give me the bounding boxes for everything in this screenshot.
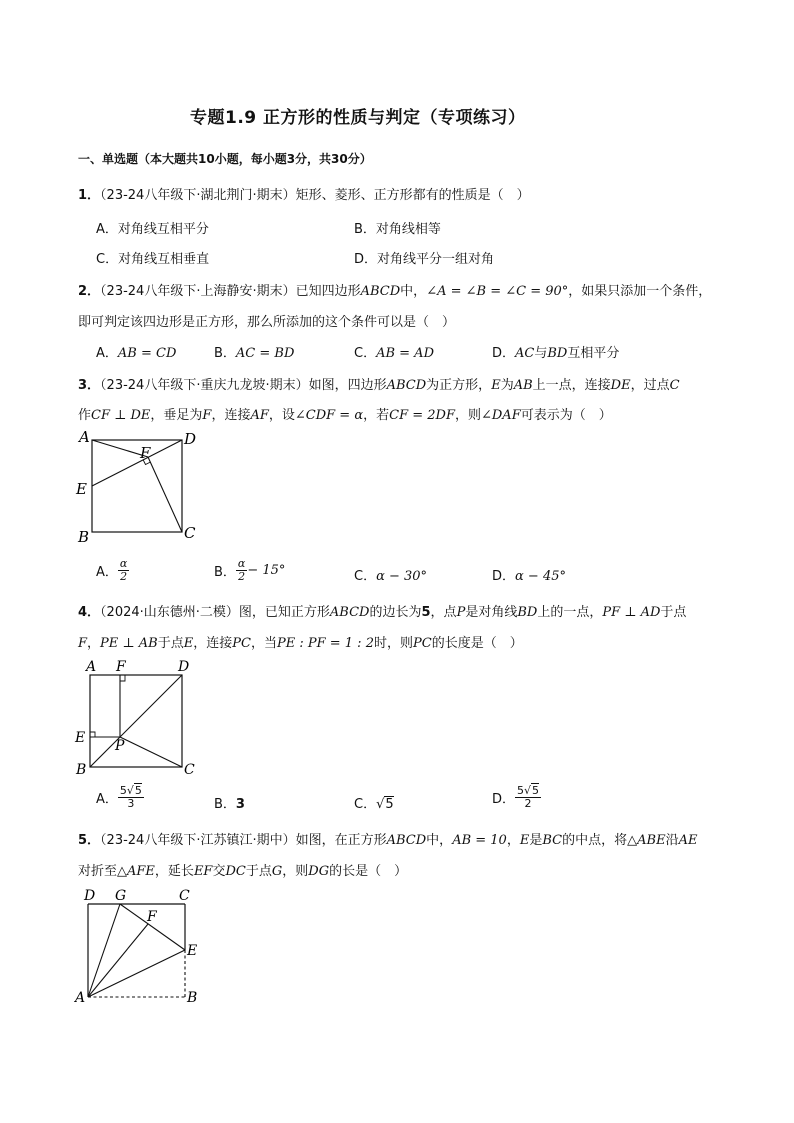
label-e: E <box>187 943 198 959</box>
section-header: 一、单选题（本大题共10小题，每小题3分，共30分） <box>78 152 372 166</box>
label-d: D <box>178 659 190 675</box>
text: 于点 <box>660 605 687 620</box>
text: ，连接 <box>193 636 233 651</box>
label-f: F <box>140 444 151 462</box>
math: AE <box>678 833 698 848</box>
question-3-stem-line-2 <box>78 404 612 423</box>
label-g: G <box>115 888 127 904</box>
q3-figure <box>74 428 204 550</box>
option-letter: C． <box>354 797 377 812</box>
text: 于点 <box>245 864 272 879</box>
text: ，点 <box>430 605 457 620</box>
label-e: E <box>75 730 86 746</box>
question-source: （23-24八年级下·湖北荆门·期末） <box>100 188 296 203</box>
text: ，则 <box>454 408 481 423</box>
math: AC <box>515 346 535 361</box>
label-b: B <box>187 990 198 1006</box>
math: AF <box>250 408 269 423</box>
math: △AFE <box>117 864 155 879</box>
math: ABCD <box>386 833 427 848</box>
label-c: C <box>179 888 190 904</box>
question-4-stem-line-1 <box>78 601 686 620</box>
math: F <box>202 408 212 423</box>
q2-option-b[interactable] <box>214 342 294 361</box>
q3-option-c[interactable] <box>354 565 427 584</box>
radicand: 5 <box>134 784 142 797</box>
q1-option-b[interactable]: B．对角线相等 <box>354 222 441 237</box>
text: 图，已知正方形 <box>238 605 330 620</box>
label-c: C <box>184 524 196 542</box>
text: 作 <box>78 408 92 423</box>
question-number: 5． <box>78 833 101 848</box>
segment-pc <box>120 737 182 767</box>
math: ABCD <box>360 284 401 299</box>
q1-option-d[interactable]: D．对角线平分一组对角 <box>354 252 495 267</box>
math: ∠A = ∠B = ∠C = 90° <box>426 284 569 299</box>
q3-option-b[interactable] <box>214 558 285 583</box>
text: 可表示为（ ） <box>520 408 612 423</box>
question-2-stem-line-2: 即可判定该四边形是正方形，那么所添加的这个条件可以是（ ） <box>78 315 456 330</box>
label-b: B <box>76 762 87 777</box>
question-number: 3． <box>78 378 101 393</box>
text: 是对角线 <box>465 605 518 620</box>
math: ABCD <box>329 605 370 620</box>
numerator: α <box>119 557 128 570</box>
option-letter: B． <box>214 797 236 812</box>
text: 的长度是（ ） <box>431 636 523 651</box>
text: ， <box>87 636 101 651</box>
math: E <box>491 378 501 393</box>
text: 的边长为 <box>369 605 422 620</box>
math: PE : PF = 1 : 2 <box>276 636 374 651</box>
math: α − 45° <box>515 569 566 584</box>
label-f: F <box>116 659 126 675</box>
text: 上的一点， <box>537 605 603 620</box>
denominator: 2 <box>524 797 532 810</box>
question-number: 2． <box>78 284 101 299</box>
text: ，延长 <box>154 864 194 879</box>
question-5-stem-line-2 <box>78 860 407 879</box>
fraction <box>118 785 144 810</box>
segment-af <box>88 924 148 997</box>
segment-ag <box>88 904 120 997</box>
radicand: 5 <box>385 797 394 812</box>
q2-option-a[interactable] <box>96 342 176 361</box>
text: ， <box>506 833 520 848</box>
label-a: A <box>79 428 90 446</box>
question-2-stem-line-1 <box>78 280 711 299</box>
value: 3 <box>235 797 245 812</box>
fraction <box>515 785 541 810</box>
option-letter: A． <box>96 346 118 361</box>
fraction <box>118 558 129 583</box>
question-number: 4． <box>78 605 101 620</box>
fraction <box>236 558 247 583</box>
text: 于点 <box>157 636 184 651</box>
math: PF ⊥ AD <box>602 605 661 620</box>
math: BC <box>542 833 563 848</box>
math: ∠DAF <box>480 408 521 423</box>
text: 对折至 <box>78 864 118 879</box>
q4-option-b[interactable] <box>214 793 245 812</box>
text: ，连接 <box>211 408 251 423</box>
math: P <box>456 605 466 620</box>
math: G <box>271 864 283 879</box>
label-c: C <box>184 762 195 777</box>
math: CF ⊥ DE <box>91 408 151 423</box>
label-p: P <box>115 738 125 754</box>
q2-option-d[interactable] <box>492 342 619 361</box>
option-letter: D． <box>492 792 516 807</box>
text: ，则 <box>282 864 309 879</box>
text: 如图，在正方形 <box>295 833 387 848</box>
math: AB = AD <box>376 346 434 361</box>
math: α − 30° <box>376 569 428 584</box>
label-a: A <box>86 659 97 675</box>
math: PC <box>232 636 251 651</box>
text: 时，则 <box>373 636 413 651</box>
math: AB <box>513 378 533 393</box>
math: − 15° <box>247 563 286 578</box>
page-title: 专题1.9 正方形的性质与判定（专项练习） <box>190 108 526 128</box>
numerator: 5√5 <box>517 784 540 797</box>
text: 上一点，连接 <box>532 378 611 393</box>
q1-option-c[interactable]: C．对角线互相垂直 <box>96 252 210 267</box>
math: AC = BD <box>235 346 295 361</box>
math: CF = 2DF <box>389 408 455 423</box>
text: ，设 <box>268 408 295 423</box>
text: 中， <box>400 284 427 299</box>
math: △ABE <box>627 833 666 848</box>
text: 中， <box>426 833 453 848</box>
option-letter: C． <box>354 569 377 584</box>
text: 为正方形， <box>426 378 492 393</box>
coefficient: 5 <box>119 784 127 797</box>
number: 5 <box>421 605 431 620</box>
denominator: 2 <box>120 570 128 583</box>
q2-option-c[interactable] <box>354 342 434 361</box>
text: ，如果只添加一个条件， <box>568 284 712 299</box>
option-letter: C． <box>354 346 377 361</box>
option-letter: D． <box>492 569 516 584</box>
sqrt-sign: √ <box>376 797 385 812</box>
option-letter: B． <box>214 346 236 361</box>
math: F <box>78 636 88 651</box>
text: 互相平分 <box>567 346 620 361</box>
q3-option-d[interactable] <box>492 565 566 584</box>
text: 沿 <box>665 833 679 848</box>
question-source: （23-24八年级下·江苏镇江·期中） <box>100 833 296 848</box>
question-1-stem <box>78 184 530 203</box>
text: 如图，四边形 <box>308 378 387 393</box>
math: E <box>183 636 194 651</box>
numerator: 5√5 <box>119 784 142 797</box>
question-source: （23-24八年级下·重庆九龙坡·期末） <box>100 378 309 393</box>
question-number: 1． <box>78 188 101 203</box>
text: ，过点 <box>630 378 670 393</box>
text: 的长是（ ） <box>329 864 408 879</box>
option-letter: A． <box>96 792 118 807</box>
option-letter: A． <box>96 565 118 580</box>
math: DG <box>308 864 330 879</box>
text: ，若 <box>363 408 390 423</box>
q1-option-a[interactable]: A．对角线互相平分 <box>96 222 209 237</box>
label-d: D <box>184 430 197 448</box>
label-e: E <box>76 480 87 498</box>
q3-option-a[interactable] <box>96 558 129 583</box>
q4-option-a[interactable] <box>96 785 144 810</box>
math: ABCD <box>386 378 427 393</box>
text: ，垂足为 <box>150 408 203 423</box>
radicand: 5 <box>532 784 540 797</box>
segment-de <box>92 440 182 486</box>
question-source: （2024·山东德州·二模） <box>100 605 239 620</box>
text: 交 <box>212 864 226 879</box>
text: ，当 <box>250 636 277 651</box>
label-a: A <box>75 990 86 1006</box>
q5-figure <box>72 884 212 1008</box>
math: BD <box>517 605 538 620</box>
question-4-stem-line-2 <box>78 632 523 651</box>
text: 与 <box>534 346 548 361</box>
text: 的中点，将 <box>562 833 628 848</box>
math: DC <box>225 864 246 879</box>
right-angle-mark-f <box>120 675 125 681</box>
denominator: 2 <box>238 570 246 583</box>
q4-option-c[interactable] <box>354 793 394 812</box>
math: EF <box>193 864 213 879</box>
question-5-stem-line-1 <box>78 829 697 848</box>
label-d: D <box>84 888 96 904</box>
right-angle-mark-e <box>90 732 95 737</box>
question-text: 矩形、菱形、正方形都有的性质是（ ） <box>295 188 530 203</box>
question-source: （23-24八年级下·上海静安·期末） <box>100 284 296 299</box>
math: AB = CD <box>117 346 177 361</box>
math: PC <box>412 636 432 651</box>
text: 已知四边形 <box>295 284 361 299</box>
math: PE ⊥ AB <box>100 636 158 651</box>
segment-cf <box>148 457 182 532</box>
question-3-stem-line-1 <box>78 374 680 393</box>
q4-option-d[interactable] <box>492 785 541 810</box>
math: DE <box>610 378 631 393</box>
option-letter: B． <box>214 565 236 580</box>
option-letter: D． <box>492 346 516 361</box>
label-f: F <box>147 909 157 925</box>
segment-ae <box>88 950 185 997</box>
math: AB = 10 <box>452 833 507 848</box>
label-b: B <box>78 528 90 546</box>
diagonal-bd <box>90 675 182 767</box>
math: C <box>669 378 680 393</box>
denominator: 3 <box>127 797 135 810</box>
text: 为 <box>500 378 514 393</box>
math: BD <box>547 346 568 361</box>
text: 是 <box>529 833 543 848</box>
q4-figure <box>74 655 204 777</box>
numerator: α <box>237 557 246 570</box>
math: E <box>519 833 530 848</box>
coefficient: 5 <box>517 784 525 797</box>
math: ∠CDF = α <box>294 408 364 423</box>
